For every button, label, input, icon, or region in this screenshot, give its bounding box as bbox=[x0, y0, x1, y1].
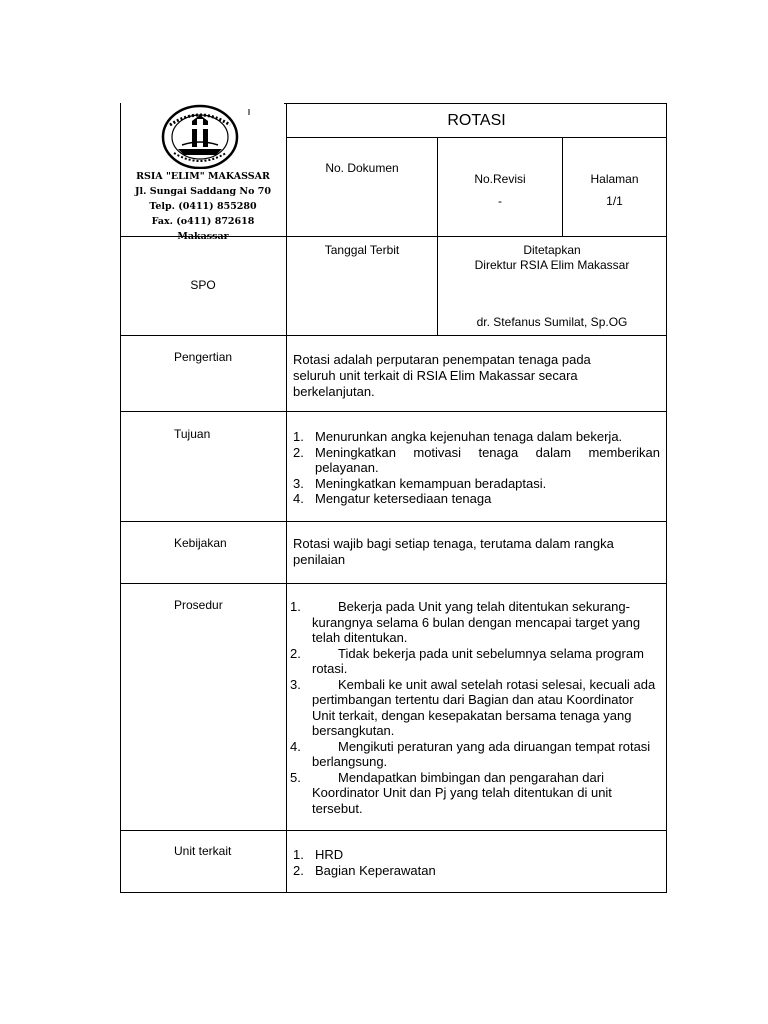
list-text: Meningkatkan kemampuan beradaptasi. bbox=[315, 475, 547, 491]
list-item bbox=[290, 677, 660, 739]
row-separator bbox=[120, 830, 667, 831]
kebijakan-line: penilaian bbox=[293, 552, 346, 567]
unit-terkait-list bbox=[293, 847, 660, 878]
hospital-city: Makassar bbox=[177, 231, 229, 242]
row-separator bbox=[120, 411, 667, 412]
kebijakan-line: Rotasi wajib bagi setiap tenaga, terutama dalam rangka bbox=[293, 536, 614, 551]
list-item bbox=[293, 863, 660, 879]
list-text: Mengatur ketersediaan tenaga bbox=[315, 491, 492, 506]
halaman-label: Halaman bbox=[590, 172, 639, 186]
hospital-address bbox=[120, 169, 286, 244]
list-text: Kembali ke unit awal setelah rotasi selesai, kecuali ada pertimbangan tertentu dari Bagian dan atau Koordinator Unit terkait, dengan kesepakatan bersama tenaga yang bersangkutan. bbox=[312, 676, 656, 738]
hospital-fax: Fax. (o411) 872618 bbox=[151, 216, 255, 227]
document-title: ROTASI bbox=[447, 112, 506, 129]
signatory-name: dr. Stefanus Sumilat, Sp.OG bbox=[476, 315, 628, 329]
pengertian-line: seluruh unit terkait di RSIA Elim Makassar secara bbox=[293, 368, 578, 383]
list-item bbox=[293, 445, 660, 476]
kebijakan-text bbox=[293, 536, 661, 568]
list-item bbox=[290, 739, 660, 770]
column-divider bbox=[286, 103, 287, 893]
spo-document bbox=[120, 103, 667, 893]
no-dokumen-label: No. Dokumen bbox=[325, 161, 399, 175]
list-number: 1. bbox=[293, 429, 304, 444]
prosedur-label: Prosedur bbox=[174, 598, 223, 612]
list-text: Tidak bekerja pada unit sebelumnya selama program rotasi. bbox=[312, 645, 644, 676]
tujuan-label: Tujuan bbox=[174, 427, 211, 441]
row-separator bbox=[120, 521, 667, 522]
hospital-name: RSIA "ELIM" MAKASSAR bbox=[136, 171, 270, 182]
spo-label: SPO bbox=[190, 278, 216, 292]
list-text: Bekerja pada Unit yang telah ditentukan sekurang-kurangnya selama 6 bulan dengan mencapai target yang telah ditentukan. bbox=[312, 599, 641, 645]
list-text: Bagian Keperawatan bbox=[315, 862, 436, 878]
unit-terkait-label: Unit terkait bbox=[174, 844, 232, 858]
prosedur-list bbox=[290, 599, 660, 816]
hospital-street: Jl. Sungai Saddang No 70 bbox=[135, 186, 271, 197]
list-text: HRD bbox=[315, 847, 344, 862]
tujuan-list bbox=[293, 429, 660, 507]
list-number: 4. bbox=[290, 738, 301, 754]
top-border bbox=[249, 103, 667, 104]
list-number: 2. bbox=[293, 444, 304, 460]
list-item bbox=[293, 429, 660, 445]
hospital-logo-icon bbox=[156, 103, 284, 169]
bottom-border bbox=[120, 892, 667, 893]
no-revisi-label: No.Revisi bbox=[474, 172, 526, 186]
list-number: 2. bbox=[293, 862, 304, 878]
pengertian-text bbox=[293, 352, 661, 400]
right-border bbox=[666, 103, 667, 893]
row-separator bbox=[120, 583, 667, 584]
list-item bbox=[293, 847, 660, 863]
halaman-value: 1/1 bbox=[606, 194, 623, 208]
title-divider bbox=[286, 137, 667, 138]
list-number: 1. bbox=[290, 599, 301, 614]
list-text: Meningkatkan motivasi tenaga dalam memberikan pelayanan. bbox=[315, 444, 660, 475]
no-revisi-value: - bbox=[498, 194, 502, 208]
ditetapkan-label: Ditetapkan bbox=[523, 243, 581, 257]
list-number: 1. bbox=[293, 847, 304, 862]
ditetapkan-by: Direktur RSIA Elim Makassar bbox=[474, 258, 630, 272]
pengertian-line: Rotasi adalah perputaran penempatan tenaga pada bbox=[293, 352, 591, 367]
pengertian-line: berkelanjutan. bbox=[293, 384, 375, 399]
list-number: 3. bbox=[293, 475, 304, 491]
list-item bbox=[290, 599, 660, 646]
hospital-logo bbox=[156, 103, 284, 169]
hospital-phone: Telp. (0411) 855280 bbox=[149, 201, 257, 212]
list-number: 4. bbox=[293, 491, 304, 506]
list-number: 3. bbox=[290, 676, 301, 692]
list-item bbox=[290, 646, 660, 677]
kebijakan-label: Kebijakan bbox=[174, 536, 227, 550]
tanggal-terbit-label: Tanggal Terbit bbox=[324, 243, 400, 257]
row-separator bbox=[120, 335, 667, 336]
list-item bbox=[293, 476, 660, 492]
pengertian-label: Pengertian bbox=[174, 350, 233, 364]
list-text: Mengikuti peraturan yang ada diruangan tempat rotasi berlangsung. bbox=[312, 738, 651, 769]
list-text: Mendapatkan bimbingan dan pengarahan dari Koordinator Unit dan Pj yang telah ditentukan di unit tersebut. bbox=[312, 769, 612, 816]
list-number: 5. bbox=[290, 769, 301, 785]
list-item bbox=[290, 770, 660, 817]
list-item bbox=[293, 491, 660, 507]
list-text: Menurunkan angka kejenuhan tenaga dalam bekerja. bbox=[315, 429, 623, 444]
list-number: 2. bbox=[290, 645, 301, 661]
